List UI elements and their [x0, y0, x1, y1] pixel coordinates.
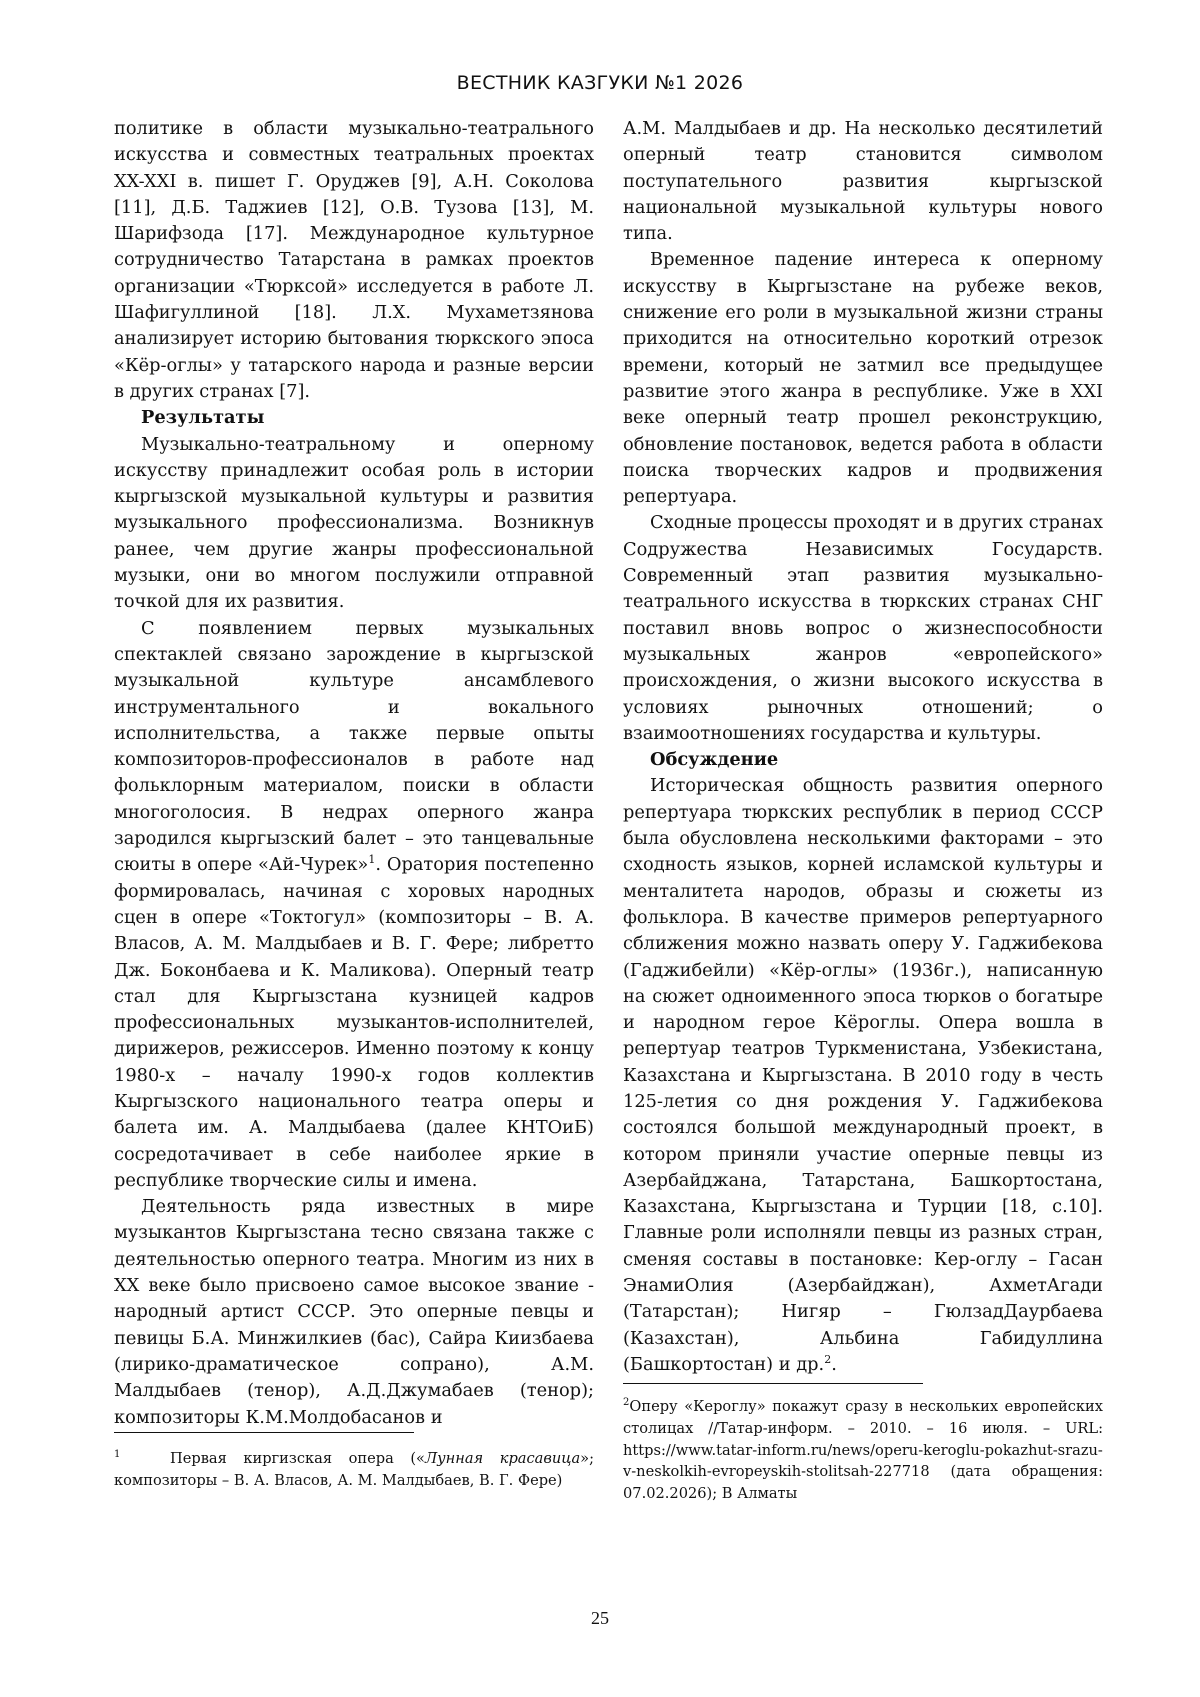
heading-results: Результаты: [141, 407, 265, 429]
footnote-2-mark: 2: [623, 1397, 630, 1409]
footnote-divider-right: [623, 1383, 923, 1384]
footnote-2-text: Оперу «Кероглу» покажут сразу в нескольких европейских столицах //Татар-информ. – 2010. – 16 июля. – URL: https://www.tatar-inform.ru/news/operu-keroglu-pokazhut-srazu-v-neskolkih-evropeyskih-stolitsah-227718 (дата обращения: 07.02.2026); В Алматы: [623, 1398, 1103, 1503]
paragraph-opera-role: Музыкально-театральному и оперному искусству принадлежит особая роль в истории кыргызской музыкальной культуры и развития музыкального профессионализма. Возникнув ранее, чем другие жанры профессиональной музыки, они во многом послужили отправной точкой для их развития.: [114, 433, 594, 613]
footnote-1: [114, 1448, 594, 1492]
paragraph-historical-commonality-a: Историческая общность развития оперного репертуара тюркских республик в период СССР была обусловлена несколькими факторами – это сходность языков, корней исламской культуры и менталитета народов, образы и сюжеты из фольклора. В качестве примеров репертуарного сближения можно назвать оперу У. Гаджибекова (Гаджибейли) «Кёр-оглы» (1936г.), написанную на сюжет одноименного эпоса тюрков о богатыре и народном герое Кёроглы. Опера вошла в репертуар театров Туркменистана, Узбекистана, Казахстана и Кыргызстана. В 2010 году в честь 125-летия со дня рождения У. Гаджибекова состоялся большой международный проект, в котором приняли участие оперные певцы из Азербайджана, Татарстана, Башкортостана, Казахстана, Кыргызстана и Турции [18, с.10]. Главные роли исполняли певцы из разных стран, сменяя составы в постановке: Кер-оглу – Гасан ЭнамиОлия (Азербайджан), АхметАгади (Татарстан); Нигяр – ГюлзадДаурбаева (Казахстан), Альбина Габидуллина (Башкортостан) и др.: [623, 775, 1103, 1375]
paragraph-decline: Временное падение интереса к оперному искусству в Кыргызстане на рубеже веков, снижение его роли в музыкальной жизни страны приходится на относительно короткий отрезок времени, который не затмил все предыдущее развитие этого жанра в республике. Уже в XXI веке оперный театр прошел реконструкцию, обновление постановок, ведется работа в области поиска творческих кадров и продвижения репертуара.: [623, 249, 1103, 508]
paragraph-first-performances-b: . Оратория постепенно формировалась, начиная с хоровых народных сцен в опере «Токтогул» (композиторы – В. А. Власов, А. М. Малдыбаев и В. Г. Фере; либретто Дж. Боконбаева и К. Маликова). Оперный театр стал для Кыргызстана кузницей кадров профессиональных музыкантов-исполнителей, дирижеров, режиссеров. Именно поэтому к концу 1980-х – началу 1990-х годов коллектив Кыргызского национального театра оперы и балета им. А. Малдыбаева (далее КНТОиБ) сосредотачивает в себе наиболее яркие в республике творческие силы и имена.: [114, 854, 594, 1191]
heading-discussion: Обсуждение: [650, 749, 779, 771]
page-number: 25: [591, 1608, 609, 1628]
paragraph-historical-commonality: [623, 773, 1103, 1378]
footnote-divider-left: [114, 1432, 414, 1433]
left-column: [114, 116, 594, 1431]
footnote-1-post: »; композиторы – В. А. Власов, А. М. Малдыбаев, В. Г. Фере): [114, 1450, 595, 1489]
footnote-1-mark: 1: [114, 1449, 121, 1461]
paragraph-first-performances-a: С появлением первых музыкальных спектаклей связано зарождение в кыргызской музыкальной культуре ансамблевого инструментального и вокального исполнительства, а также первые опыты композиторов-профессионалов в работе над фольклорным материалом, поиски в области многоголосия. В недрах оперного жанра зародился кыргызский балет – это танцевальные сюиты в опере «Ай-Чурек»: [114, 617, 594, 876]
paragraph-first-performances: [114, 616, 594, 1195]
paragraph-literature-review: политике в области музыкально-театрального искусства и совместных театральных проектах XX-XXI в. пишет Г. Оруджев [9], А.Н. Соколова [11], Д.Б. Таджиев [12], О.В. Тузова [13], М. Шарифзода [17]. Международное культурное сотрудничество Татарстана в рамках проектов организации «Тюрксой» исследуется в работе Л. Шафигуллиной [18]. Л.Х. Мухаметзянова анализирует историю бытования тюркского эпоса «Кёр-оглы» у татарского народа и разные версии в других странах [7].: [114, 118, 594, 402]
footnote-1-opera-title: Лунная красавица: [424, 1450, 581, 1467]
paragraph-cis-processes: Сходные процессы проходят и в других странах Содружества Независимых Государств. Современный этап развития музыкально-театрального искусства в тюркских странах СНГ поставил вновь вопрос о жизнеспособности музыкальных жанров «европейского» происхождения, о жизни высокого искусства в условиях рыночных отношений; о взаимоотношениях государства и культуры.: [623, 512, 1103, 744]
journal-header: ВЕСТНИК КАЗГУКИ №1 2026: [456, 72, 744, 94]
paragraph-opera-symbol: А.М. Малдыбаев и др. На несколько десятилетий оперный театр становится символом поступательного развития кыргызской национальной музыкальной культуры нового типа.: [623, 118, 1103, 245]
paragraph-historical-commonality-b: .: [831, 1353, 837, 1375]
paragraph-famous-musicians: Деятельность ряда известных в мире музыкантов Кыргызстана тесно связана также с деятельностью оперного театра. Многим из них в XX веке было присвоено самое высокое звание - народный артист СССР. Это оперные певцы и певицы Б.А. Минжилкиев (бас), Сайра Киизбаева (лирико-драматическое сопрано), А.М. Малдыбаев (тенор), А.Д.Джумабаев (тенор); композиторы К.М.Молдобасанов и: [114, 1196, 594, 1428]
right-column: [623, 116, 1103, 1378]
footnote-2: [623, 1396, 1103, 1505]
footnote-1-pre: Первая киргизская опера («: [169, 1450, 425, 1467]
footnote-ref-1[interactable]: 1: [368, 853, 376, 867]
footnote-ref-2[interactable]: 2: [824, 1353, 832, 1367]
